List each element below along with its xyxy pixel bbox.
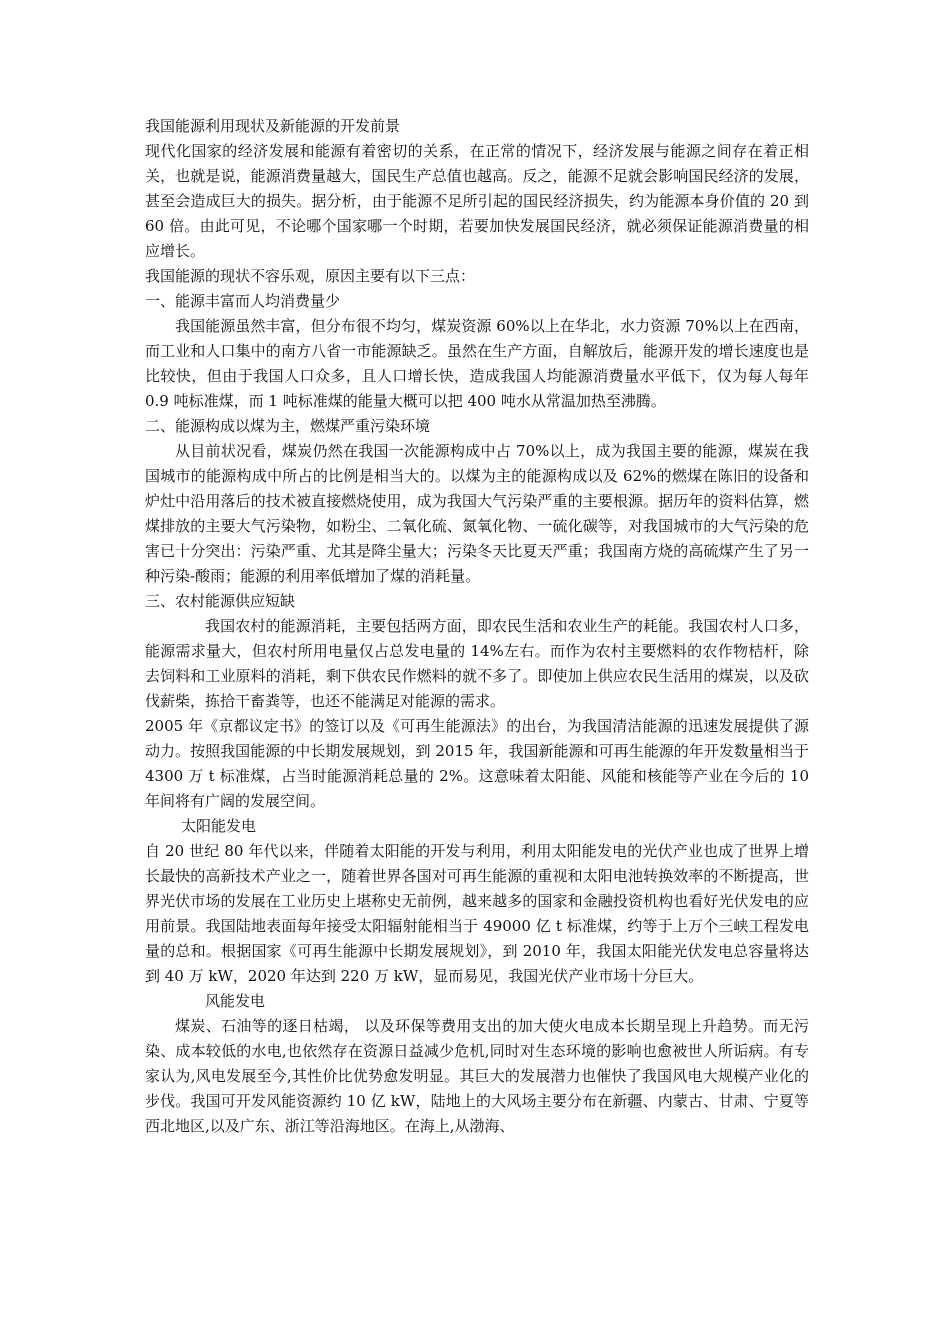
document-page <box>145 114 809 1139</box>
intro-paragraph: 现代化国家的经济发展和能源有着密切的关系，在正常的情况下，经济发展与能源之间存在着正相关，也就是说，能源消费量越大，国民生产总值也越高。反之，能源不足就会影响国民经济的发展，甚至会造成巨大的损失。据分析，由于能源不足所引起的国民经济损失，约为能源本身价值的 20 到 60 倍。由此可见，不论哪个国家哪一个时期，若要加快发展国民经济，就必须保证能源消费量的相应增长。 <box>145 142 809 260</box>
document-title: 我国能源利用现状及新能源的开发前景 <box>145 117 401 135</box>
solar-heading: 太阳能发电 <box>181 817 257 835</box>
section1-paragraph: 我国能源虽然丰富，但分布很不均匀，煤炭资源 60%以上在华北，水力资源 70%以上在西南，而工业和人口集中的南方八省一市能源缺乏。虽然在生产方面，自解放后，能源开发的增长速度也是比较快，但由于我国人口众多，且人口增长快，造成我国人均能源消费量水平低下，仅为每人每年 0.9 吨标准煤，而 1 吨标准煤的能量大概可以把 400 吨水从常温加热至沸腾。 <box>145 317 809 410</box>
section3-paragraph: 我国农村的能源消耗，主要包括两方面，即农民生活和农业生产的耗能。我国农村人口多，能源需求量大，但农村所用电量仅占总发电量的 14%左右。而作为农村主要燃料的农作物桔杆，除去饲料和工业原料的消耗，剩下供农民作燃料的就不多了。即使加上供应农民生活用的煤炭，以及砍伐薪柴，拣拾干畜粪等，也还不能满足对能源的需求。 <box>145 617 809 710</box>
outlook-paragraph: 2005 年《京都议定书》的签订以及《可再生能源法》的出台，为我国清洁能源的迅速发展提供了源动力。按照我国能源的中长期发展规划，到 2015 年，我国新能源和可再生能源的年开发数量相当于 4300 万 t 标准煤，占当时能源消耗总量的 2%。这意味着太阳能、风能和核能等产业在今后的 10 年间将有广阔的发展空间。 <box>145 717 809 810</box>
wind-paragraph: 煤炭、石油等的逐日枯竭， 以及环保等费用支出的加大使火电成本长期呈现上升趋势。而无污染、成本较低的水电,也依然存在资源日益减少危机,同时对生态环境的影响也愈被世人所诟病。有专家认为,风电发展至今,其性价比优势愈发明显。其巨大的发展潜力也催快了我国风电大规模产业化的步伐。我国可开发风能资源约 10 亿 kW，陆地上的大风场主要分布在新疆、内蒙古、甘肃、宁夏等西北地区,以及广东、浙江等沿海地区。在海上,从渤海、 <box>145 1017 809 1135</box>
section3-heading: 三、农村能源供应短缺 <box>145 592 296 610</box>
solar-paragraph: 自 20 世纪 80 年代以来，伴随着太阳能的开发与利用，利用太阳能发电的光伏产业也成了世界上增长最快的高新技术产业之一，随着世界各国对可再生能源的重视和太阳电池转换效率的不断提高，世界光伏市场的发展在工业历史上堪称史无前例，越来越多的国家和金融投资机构也看好光伏发电的应用前景。我国陆地表面每年接受太阳辐射能相当于 49000 亿 t 标准煤，约等于上万个三峡工程发电量的总和。根据国家《可再生能源中长期发展规划》，到 2010 年，我国太阳能光伏发电总容量将达到 40 万 kW，2020 年达到 220 万 kW，显而易见，我国光伏产业市场十分巨大。 <box>145 842 809 985</box>
section1-heading: 一、能源丰富而人均消费量少 <box>145 292 341 310</box>
section2-paragraph: 从目前状况看，煤炭仍然在我国一次能源构成中占 70%以上，成为我国主要的能源，煤炭在我国城市的能源构成中所占的比例是相当大的。以煤为主的能源构成以及 62%的燃煤在陈旧的设备和炉灶中沿用落后的技术被直接燃烧使用，成为我国大气污染严重的主要根源。据历年的资料估算，燃煤排放的主要大气污染物，如粉尘、二氧化硫、氮氧化物、一硫化碳等，对我国城市的大气污染的危害已十分突出：污染严重、尤其是降尘量大；污染冬天比夏天严重；我国南方烧的高硫煤产生了另一种污染-酸雨；能源的利用率低增加了煤的消耗量。 <box>145 442 809 585</box>
section2-heading: 二、能源构成以煤为主，燃煤严重污染环境 <box>145 417 431 435</box>
status-lead-paragraph: 我国能源的现状不容乐观，原因主要有以下三点： <box>145 267 476 285</box>
wind-heading: 风能发电 <box>205 992 266 1010</box>
